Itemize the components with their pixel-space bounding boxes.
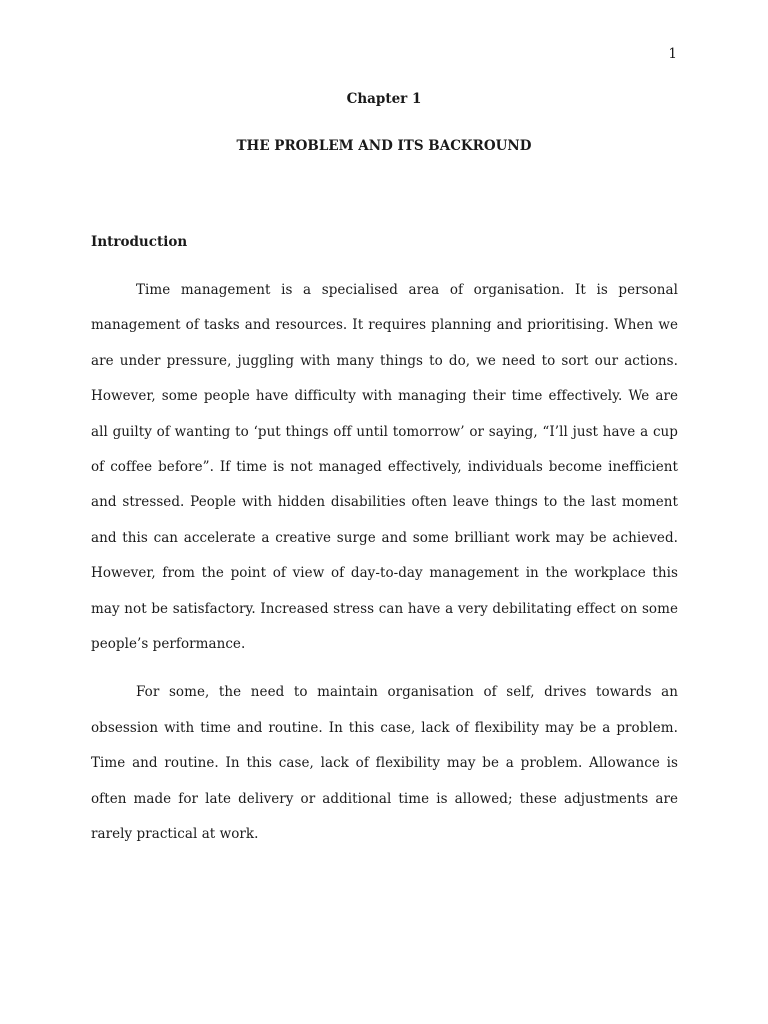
body-text <box>91 273 678 866</box>
chapter-label: Chapter 1 <box>346 91 422 107</box>
paragraph: Time management is a specialised area of organisation. It is personal management of tasks and resources. It requires planning and prioritising. When we are under pressure, juggling with many things to do, we need to sort our actions. However, some people have difficulty with managing their time effectively. We are all guilty of wanting to ‘put things off until tomorrow’ or saying, “I’ll just have a cup of coffee before”. If time is not managed effectively, individuals become inefficient and stressed. People with hidden disabilities often leave things to the last moment and this can accelerate a creative surge and some brilliant work may be achieved. However, from the point of view of day-to-day management in the workplace this may not be satisfactory. Increased stress can have a very debilitating effect on some people’s performance. <box>91 282 678 653</box>
chapter-title: THE PROBLEM AND ITS BACKROUND <box>236 138 532 154</box>
page-number: 1 <box>668 46 677 62</box>
section-heading: Introduction <box>91 234 188 250</box>
paragraph: For some, the need to maintain organisation of self, drives towards an obsession with time and routine. In this case, lack of flexibility may be a problem. Time and routine. In this case, lack of flexibility may be a problem. Allowance is often made for late delivery or additional time is allowed; these adjustments are rarely practical at work. <box>91 684 678 843</box>
